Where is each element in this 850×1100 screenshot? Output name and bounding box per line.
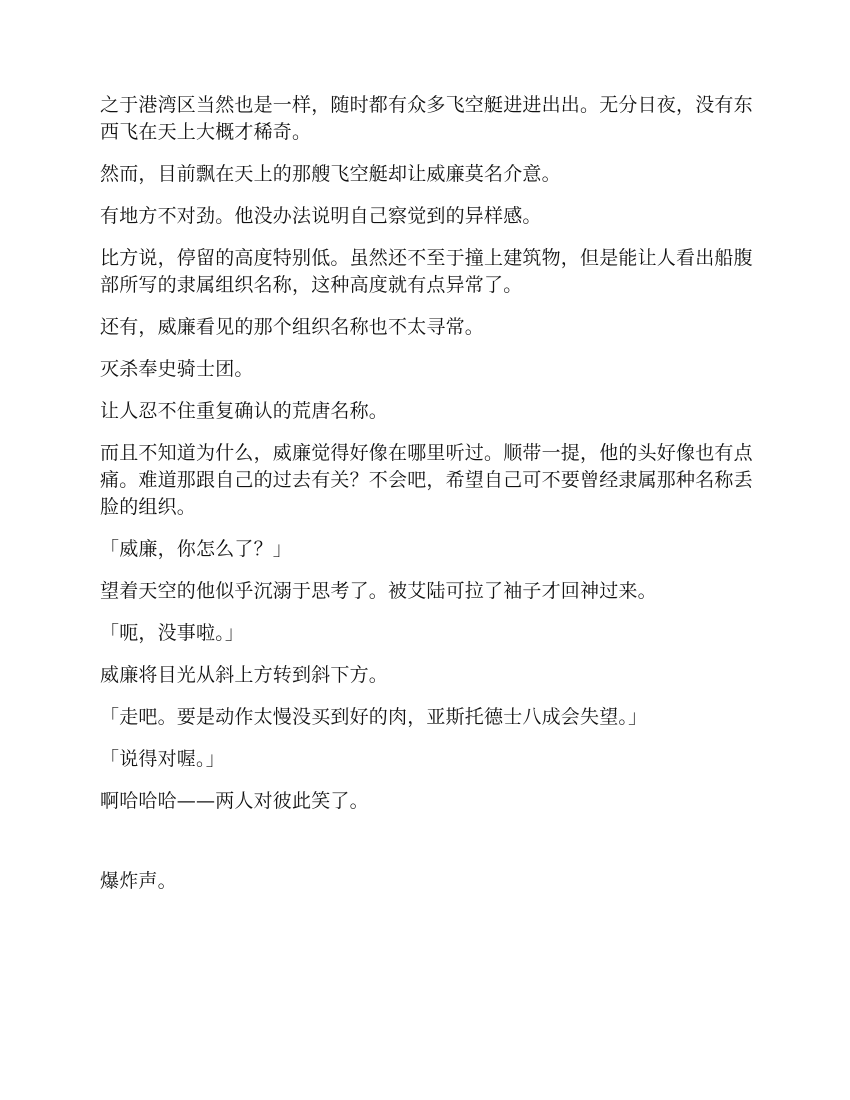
paragraph: 灭杀奉史骑士团。 <box>100 358 254 380</box>
paragraph: 望着天空的他似乎沉溺于思考了。被艾陆可拉了袖子才回神过来。 <box>100 580 657 602</box>
dialogue-line: 「走吧。要是动作太慢没买到好的肉，亚斯托德士八成会失望。」 <box>100 706 648 728</box>
paragraph: 有地方不对劲。他没办法说明自己察觉到的异样感。 <box>100 205 542 227</box>
paragraph: 让人忍不住重复确认的荒唐名称。 <box>100 400 389 422</box>
dialogue-line: 「呃，没事啦。」 <box>100 622 245 644</box>
paragraph: 爆炸声。 <box>100 870 177 892</box>
paragraph: 而且不知道为什么，威廉觉得好像在哪里听过。顺带一提，他的头好像也有点痛。难道那跟自己的过去有关？不会吧，希望自己可不要曾经隶属那种名称丢脸的组织。 <box>100 442 753 518</box>
dialogue-line: 「说得对喔。」 <box>100 748 225 770</box>
paragraph: 然而，目前飘在天上的那艘飞空艇却让威廉莫名介意。 <box>100 163 561 185</box>
paragraph: 还有，威廉看见的那个组织名称也不太寻常。 <box>100 316 485 338</box>
dialogue-line: 「威廉，你怎么了？」 <box>100 538 293 560</box>
document-body <box>100 92 755 910</box>
paragraph: 比方说，停留的高度特别低。虽然还不至于撞上建筑物，但是能让人看出船腹部所写的隶属组织名称，这种高度就有点异常了。 <box>100 247 753 296</box>
paragraph: 之于港湾区当然也是一样，随时都有众多飞空艇进进出出。无分日夜，没有东西飞在天上大概才稀奇。 <box>100 94 753 143</box>
paragraph: 威廉将目光从斜上方转到斜下方。 <box>100 664 389 686</box>
paragraph: 啊哈哈哈——两人对彼此笑了。 <box>100 790 369 812</box>
